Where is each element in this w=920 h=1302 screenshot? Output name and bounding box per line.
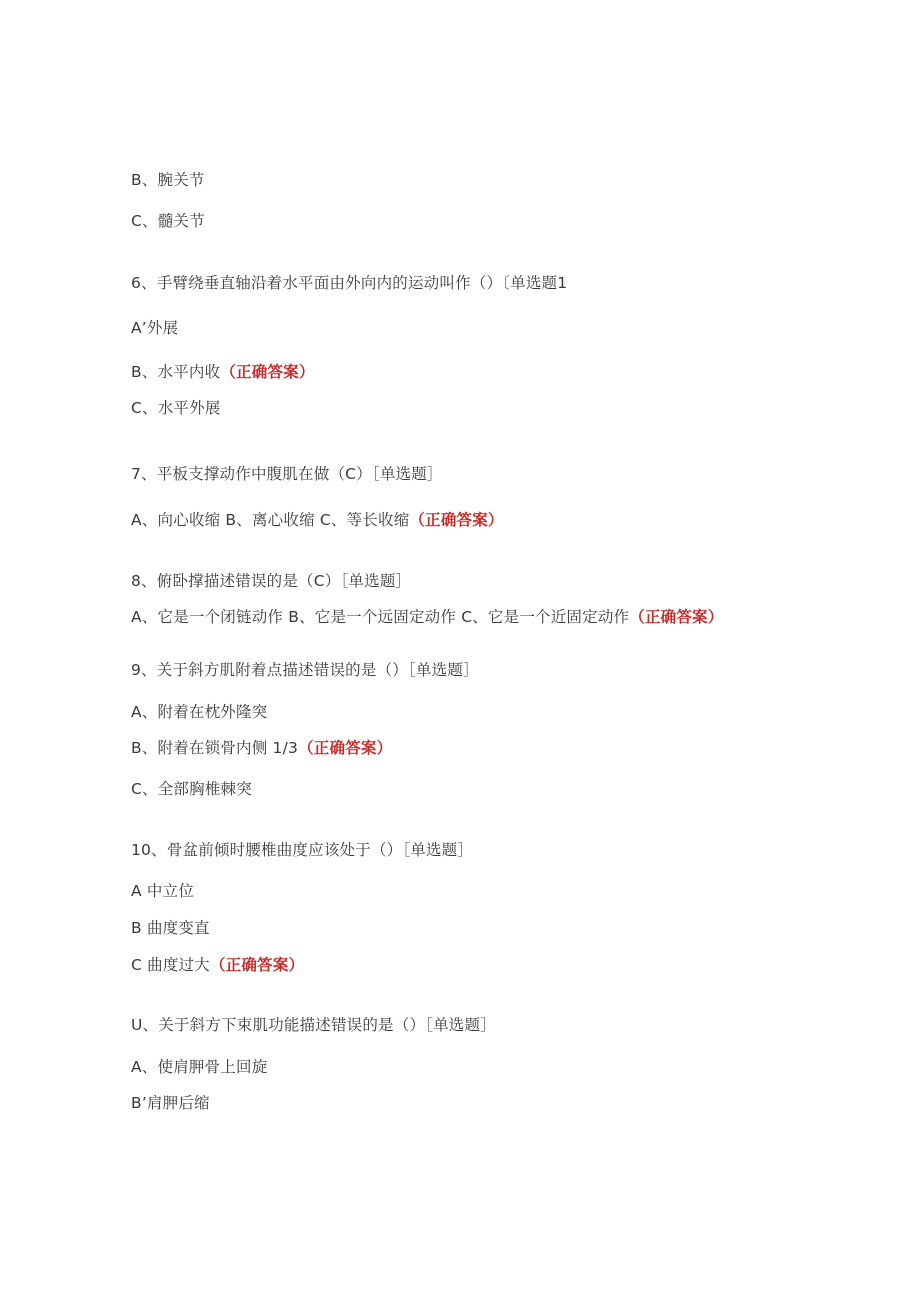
option-line: A、它是一个闭链动作 B、它是一个远固定动作 C、它是一个近固定动作（正确答案） bbox=[131, 608, 724, 626]
question-line: 6、手臂绕垂直轴沿着水平面由外向内的运动叫作（）〔单选题1 bbox=[131, 274, 568, 292]
correct-answer-mark: （正确答案） bbox=[298, 739, 393, 757]
option-line: A’外展 bbox=[131, 319, 179, 337]
option-line: B、附着在锁骨内侧 1/3（正确答案） bbox=[131, 739, 393, 757]
option-line: B、腕关节 bbox=[131, 171, 205, 189]
option-line: C、全部胸椎棘突 bbox=[131, 780, 252, 798]
question-line: U、关于斜方下束肌功能描述错误的是（）［单选题］ bbox=[131, 1016, 496, 1034]
question-line: 10、骨盆前倾时腰椎曲度应该处于（）［单选题］ bbox=[131, 841, 474, 859]
option-line: A、向心收缩 B、离心收缩 C、等长收缩（正确答案） bbox=[131, 511, 504, 529]
correct-answer-mark: （正确答案） bbox=[629, 608, 724, 626]
option-line: A 中立位 bbox=[131, 882, 195, 900]
correct-answer-mark: （正确答案） bbox=[409, 511, 504, 529]
question-line: 7、平板支撑动作中腹肌在做（C）［单选题］ bbox=[131, 465, 443, 483]
option-line: C、髓关节 bbox=[131, 212, 205, 230]
option-line: B、水平内收（正确答案） bbox=[131, 363, 315, 381]
option-line: A、使肩胛骨上回旋 bbox=[131, 1058, 268, 1076]
option-line: C、水平外展 bbox=[131, 399, 221, 417]
option-line: A、附着在枕外隆突 bbox=[131, 703, 268, 721]
question-line: 8、俯卧撑描述错误的是（C）［单选题］ bbox=[131, 572, 412, 590]
question-line: 9、关于斜方肌附着点描述错误的是（）［单选题］ bbox=[131, 661, 479, 679]
option-line: C 曲度过大（正确答案） bbox=[131, 956, 305, 974]
option-line: B 曲度变直 bbox=[131, 919, 210, 937]
correct-answer-mark: （正确答案） bbox=[209, 956, 305, 974]
option-line: B’肩胛后缩 bbox=[131, 1094, 210, 1112]
correct-answer-mark: （正确答案） bbox=[220, 363, 315, 381]
